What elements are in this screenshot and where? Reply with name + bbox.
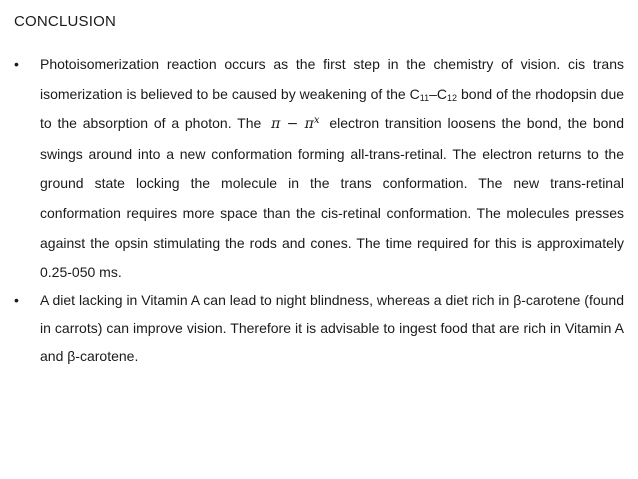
- bullet-dot-icon: •: [14, 292, 19, 308]
- text-segment: –C: [429, 85, 448, 102]
- pi-pi-star-formula: [267, 116, 323, 132]
- formula-base: π − π: [271, 116, 314, 133]
- bullet-text: A diet lacking in Vitamin A can lead to night blindness, whereas a diet rich in β-carotene (found in carrots) can improve vision. Therefore it is advisable to ingest food that are rich in Vitamin A and β-carotene.: [40, 292, 624, 364]
- bullet-item-vitamin-a: [14, 286, 624, 370]
- bullet-dot-icon: •: [14, 56, 19, 72]
- formula-superscript: x: [313, 115, 320, 127]
- subscript-c12: 12: [447, 92, 458, 103]
- subscript-c11: 11: [419, 92, 430, 103]
- text-segment: Photoisomerization reaction occurs as the first step in the chemistry of vision. cis trans isomerization is believed to be caused by weakening of the C: [40, 56, 624, 102]
- bullet-text: [40, 50, 624, 288]
- slide-title: CONCLUSION: [14, 13, 117, 30]
- text-segment: bond of the rhodopsin due to the absorption of a photon. The: [40, 85, 625, 132]
- bullet-item-photoisomerization: [14, 50, 624, 288]
- text-segment: electron transition loosens the bond, the bond swings around into a new conformation forming all-trans-retinal. The electron returns to the ground state locking the molecule in the trans conformation. The new trans-retinal conformation requires more space than the cis-retinal conformation. The molecules presses against the opsin stimulating the rods and cones. The time required for this is approximately 0.25-050 ms.: [40, 115, 624, 281]
